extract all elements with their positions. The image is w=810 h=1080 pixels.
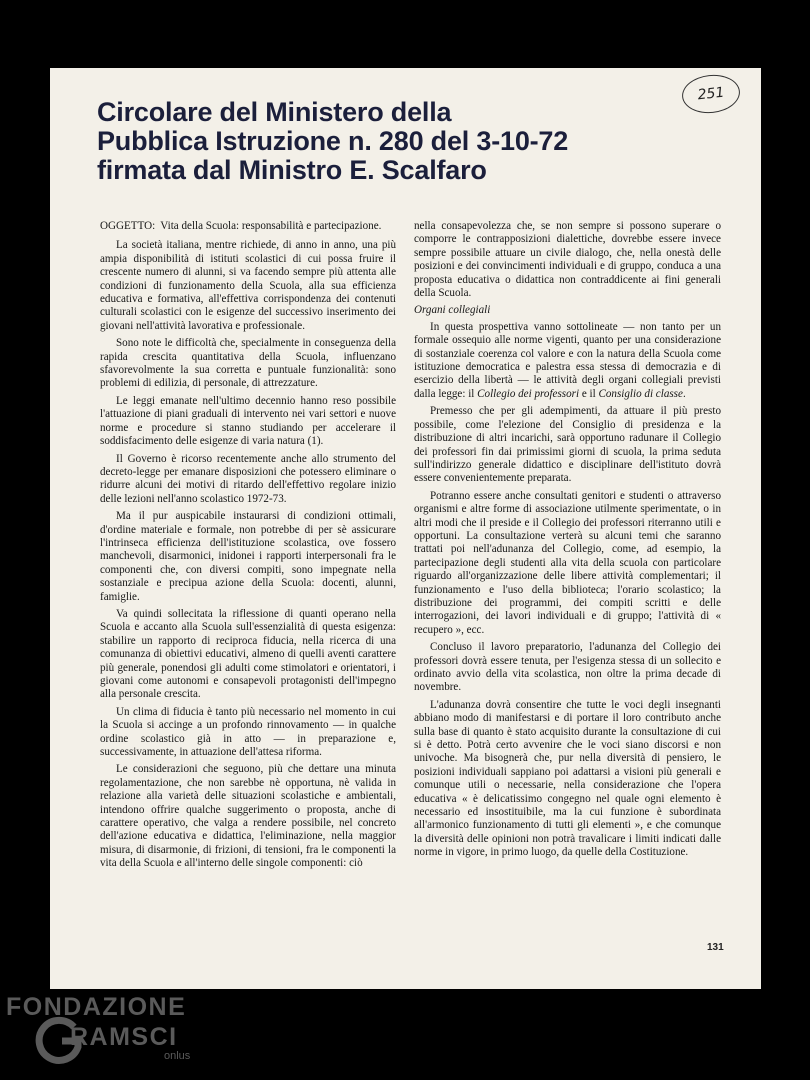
paragraph: Il Governo è ricorso recentemente anche allo strumento del decreto-legge per emanare disposizioni che potessero eliminare o ridurre alcuni dei motivi di ritardo dell'effettivo regolare inizio delle lezioni nell'anno scolastico 1972-73. xyxy=(100,452,396,505)
paragraph-text: e il xyxy=(579,387,599,400)
paragraph-continuation: nella consapevolezza che, se non sempre si possono superare o comporre le contrapposizioni dialettiche, dovrebbe essere invece sempre possibile attuare un civile dialogo, che, nella onestà delle posizioni e dei convincimenti individuali e di gruppo, conduca a una proposta educativa o didattica non contraddicente ai fini generali della Scuola. xyxy=(414,220,721,300)
archive-stamp xyxy=(680,72,742,116)
section-heading: Organi collegiali xyxy=(414,304,491,317)
paragraph: Potranno essere anche consultati genitori e studenti o attraverso organismi e altre forme di associazione utilmente sperimentate, o in altri modi che il preside e il Collegio dei professori riterranno utili e opportuni. La consultazione verterà su alcuni temi che saranno trattati poi nell'adunanza del Collegio, come, ad esempio, la partecipazione degli studenti alla vita della scuola con particolare riguardo all'organizzazione delle libere attività complementari; il funzionamento e l'uso della biblioteca; l'orario scolastico; la distribuzione dei programmi, dei compiti scritti e delle interrogazioni, dei lavori individuali e di gruppo; l'attività di « recupero », ecc. xyxy=(414,489,721,636)
fondazione-logo xyxy=(4,993,264,1073)
page-number: 131 xyxy=(707,942,724,953)
paragraph-text: . xyxy=(682,387,686,400)
logo-line-3: onlus xyxy=(164,1050,191,1062)
right-column xyxy=(414,220,721,864)
title-line-1: Circolare del Ministero della xyxy=(97,97,452,127)
paragraph: Concluso il lavoro preparatorio, l'adunanza del Collegio dei professori dovrà essere tenuta, per l'esigenza stessa di un sollecito e ordinato avvio della vita scolastica, non oltre la prima decade di novembre. xyxy=(414,641,721,694)
left-column xyxy=(100,220,396,875)
object-line xyxy=(100,220,396,233)
title-line-3: firmata dal Ministro E. Scalfaro xyxy=(97,155,487,185)
object-text: Vita della Scuola: responsabilità e partecipazione. xyxy=(160,220,382,232)
paragraph-text: In questa prospettiva vanno sottolineate — non tanto per un formale ossequio alle norme vigenti, quanto per una considerazione di sostanziale coerenza col valore e con la natura della Scuola come istituzione democratica e palestra essa stessa di democrazia e di esercizio della libertà — le attività degli organi collegiali previsti dalla legge: il xyxy=(414,320,721,400)
logo-line-1: FONDAZIONE xyxy=(6,993,187,1021)
italic-term: Consiglio di classe xyxy=(598,387,683,400)
document-title xyxy=(97,98,657,185)
paragraph: L'adunanza dovrà consentire che tutte le voci degli insegnanti abbiano modo di manifestarsi e di portare il loro contributo anche sulla base di quanto è stato acquisito durante la consultazione di cui si è detto. Potrà certo avvenire che le voci siano discorsi e non univoche. Ma bisognerà che, pur nella diversità di pensiero, le posizioni individuali sappiano poi adattarsi a visioni più generali e comunque utili o necessarie, nella considerazione che l'opera educativa « è delicatissimo congegno nel quale ogni elemento è necessario ed insostituibile, ma la cui funzione è subordinata all'armonico funzionamento di tutti gli elementi », e che comunque la diversità delle opinioni non potrà travalicare i limiti indicati dalle norme in vigore, in primo luogo, da quelle della Costituzione. xyxy=(414,698,721,859)
paragraph: Le leggi emanate nell'ultimo decennio hanno reso possibile l'attuazione di piani graduali di intervento nei vari settori e nuove norme e procedure si stanno studiando per accelerare il soddisfacimento delle esigenze di varia natura (1). xyxy=(100,394,396,448)
title-line-2: Pubblica Istruzione n. 280 del 3-10-72 xyxy=(97,126,569,156)
italic-term: Collegio dei professori xyxy=(477,387,580,400)
paragraph: Premesso che per gli adempimenti, da attuare il più presto possibile, come l'elezione del Consiglio di presidenza e la distribuzione di altri incarichi, sarà opportuno radunare il Collegio dei professori fin dai primissimi giorni di scuola, la prima seduta sull'indirizzo generale didattico e disciplinare dell'istituto dovrà essere convenientemente preparata. xyxy=(414,405,721,485)
paragraph: Sono note le difficoltà che, specialmente in conseguenza della rapida crescita quantitativa della Scuola, influenzano sfavorevolmente la sua corretta e puntuale funzionalità: sono problemi di edilizia, di personale, di attrezzature. xyxy=(100,337,396,390)
object-label: OGGETTO: xyxy=(100,220,156,232)
logo-line-2: RAMSCI xyxy=(70,1023,178,1051)
paragraph: Ma il pur auspicabile instaurarsi di condizioni ottimali, d'ordine materiale e formale, non potrebbe di per sè assicurare l'intrinseca efficienza dell'istituzione scolastica, ove fossero manchevoli, disarmonici, inidonei i rapporti interpersonali fra le componenti che, con diversi compiti, sono impegnate nella sostanziale e precipua azione della Scuola: docenti, alunni, famiglie. xyxy=(100,510,396,603)
stamp-number: 251 xyxy=(696,84,726,104)
paragraph: Un clima di fiducia è tanto più necessario nel momento in cui la Scuola si accinge a un profondo rinnovamento — in qualche ordine scolastico già in atto — in preparazione e, successivamente, in attuazione dell'attesa riforma. xyxy=(100,705,396,759)
paragraph: La società italiana, mentre richiede, di anno in anno, una più ampia disponibilità di istituti scolastici di cui possa fruire il crescente numero di alunni, si va facendo sempre più attenta alle condizioni di funzionamento della Scuola, alla sua efficienza educativa e formativa, all'effettiva corrispondenza dei contenuti culturali scolastici con le esigenze del successivo inserimento dei giovani nell'attività lavorativa e professionale. xyxy=(100,239,396,332)
paragraph xyxy=(414,321,721,401)
paragraph: Le considerazioni che seguono, più che dettare una minuta regolamentazione, che non sarebbe nè opportuna, nè valida in relazione alla varietà delle situazioni scolastiche e ambientali, intendono offrire qualche suggerimento o proposta, anche di carattere operativo, che valga a rendere possibile, nel concreto dell'azione educativa e didattica, l'eliminazione, nella maggior misura, di disarmonie, di frizioni, di tensioni, fra le componenti la vita della Scuola e all'interno delle singole componenti: ciò xyxy=(100,763,396,870)
paragraph: Va quindi sollecitata la riflessione di quanti operano nella Scuola e accanto alla Scuola sull'essenzialità di questa esigenza: stabilire un rapporto di reciproca fiducia, nella ricerca di una comunanza di obiettivi educativi, almeno di quelli aventi carattere più generale, ponendosi gli adulti come stimolatori e orientatori, i giovani come autonomi e consapevoli protagonisti dell'impegno alla personale crescita. xyxy=(100,607,396,701)
